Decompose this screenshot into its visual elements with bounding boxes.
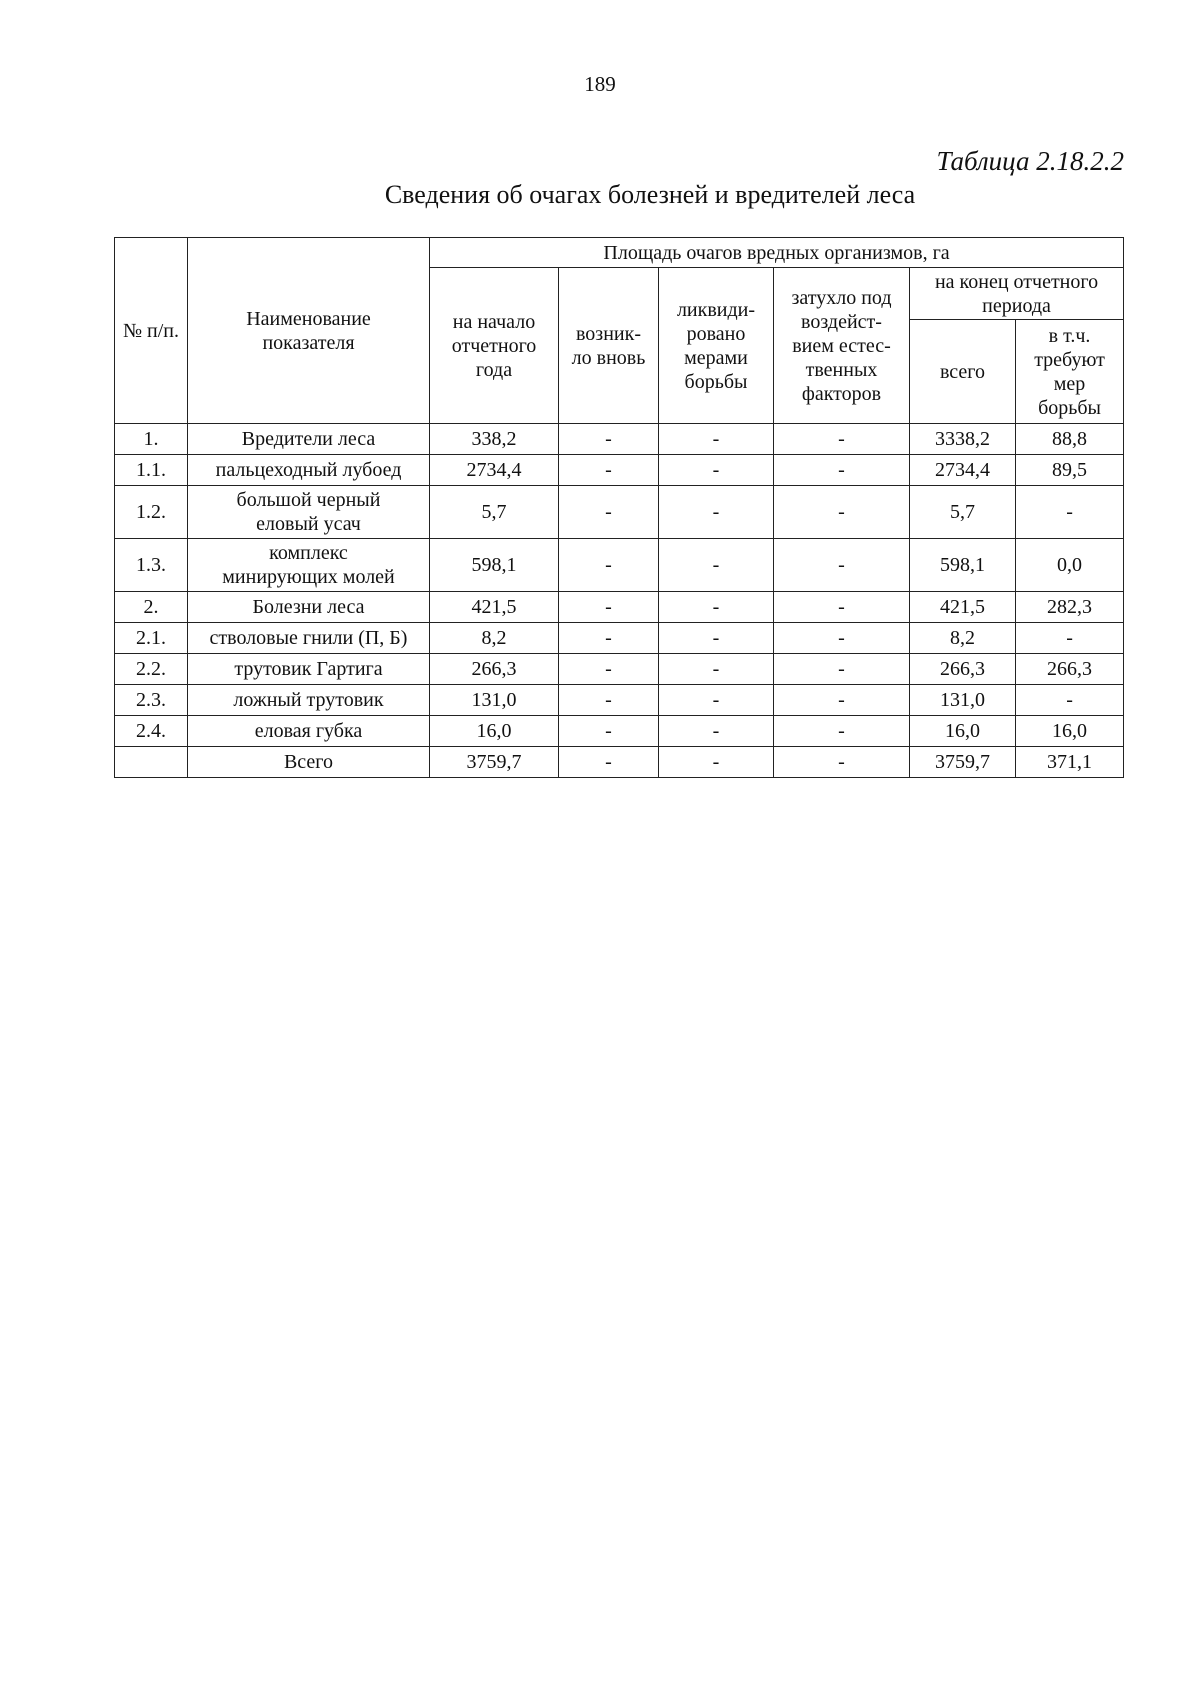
header-line: года — [475, 358, 513, 381]
table-row — [115, 539, 1124, 592]
cell-total: 16,0 — [910, 716, 1016, 747]
cell-name: трутовик Гартига — [188, 654, 430, 685]
header-line: ло вновь — [571, 346, 646, 369]
cell-new: - — [559, 685, 659, 716]
cell-num: 2. — [115, 592, 188, 623]
cell-name: ложный трутовик — [188, 685, 430, 716]
table-row — [115, 623, 1124, 654]
header-liquidated — [659, 268, 774, 424]
cell-name: пальцеходный лубоед — [188, 455, 430, 486]
cell-req: 0,0 — [1016, 539, 1124, 592]
cell-total: 8,2 — [910, 623, 1016, 654]
header-line: на конец отчетного — [934, 270, 1099, 293]
cell-num: 2.1. — [115, 623, 188, 654]
header-line: отчетного — [451, 334, 537, 357]
cell-liq: - — [659, 716, 774, 747]
page-number: 189 — [584, 72, 616, 96]
cell-name: Вредители леса — [188, 424, 430, 455]
cell-num: 2.2. — [115, 654, 188, 685]
cell-liq: - — [659, 592, 774, 623]
header-num: № п/п. — [115, 238, 188, 424]
cell-nat: - — [774, 716, 910, 747]
header-line: возник- — [576, 322, 641, 345]
header-line: борьбы — [684, 370, 748, 393]
data-table — [114, 237, 1124, 778]
table-row — [115, 486, 1124, 539]
cell-total: 5,7 — [910, 486, 1016, 539]
cell-nat: - — [774, 486, 910, 539]
cell-new: - — [559, 592, 659, 623]
cell-start: 2734,4 — [430, 455, 559, 486]
cell-liq: - — [659, 654, 774, 685]
table-row — [115, 592, 1124, 623]
cell-total: 3759,7 — [910, 747, 1016, 778]
cell-name: Болезни леса — [188, 592, 430, 623]
header-line: мерами — [684, 346, 748, 369]
header-line: твенных — [805, 358, 878, 381]
table-title: Сведения об очагах болезней и вредителей леса — [384, 180, 916, 209]
table-caption: Таблица 2.18.2.2 — [936, 146, 1124, 176]
cell-name: Всего — [188, 747, 430, 778]
header-line: вием естес- — [792, 334, 891, 357]
cell-total: 3338,2 — [910, 424, 1016, 455]
cell-name: большой черный еловый усач — [188, 486, 430, 539]
cell-nat: - — [774, 623, 910, 654]
cell-nat: - — [774, 424, 910, 455]
cell-total: 2734,4 — [910, 455, 1016, 486]
cell-req: - — [1016, 685, 1124, 716]
cell-name: еловая губка — [188, 716, 430, 747]
cell-liq: - — [659, 747, 774, 778]
header-line: факторов — [801, 382, 882, 405]
cell-total: 266,3 — [910, 654, 1016, 685]
cell-req: 16,0 — [1016, 716, 1124, 747]
cell-start: 598,1 — [430, 539, 559, 592]
header-name: Наименование показателя — [188, 238, 430, 424]
cell-new: - — [559, 623, 659, 654]
table-row — [115, 455, 1124, 486]
cell-req: - — [1016, 486, 1124, 539]
header-line: в т.ч. — [1048, 324, 1091, 347]
header-area: Площадь очагов вредных организмов, га — [430, 238, 1124, 268]
cell-req: 266,3 — [1016, 654, 1124, 685]
cell-new: - — [559, 455, 659, 486]
cell-nat: - — [774, 654, 910, 685]
cell-start: 421,5 — [430, 592, 559, 623]
cell-liq: - — [659, 424, 774, 455]
cell-name: комплекс минирующих молей — [188, 539, 430, 592]
cell-req: 89,5 — [1016, 455, 1124, 486]
cell-name: стволовые гнили (П, Б) — [188, 623, 430, 654]
header-line: воздейст- — [801, 310, 882, 333]
cell-num: 1. — [115, 424, 188, 455]
table-row — [115, 424, 1124, 455]
cell-start: 16,0 — [430, 716, 559, 747]
header-line: затухло под — [791, 286, 892, 309]
cell-req: 282,3 — [1016, 592, 1124, 623]
header-line: периода — [982, 294, 1051, 317]
header-natural — [774, 268, 910, 424]
header-line: борьбы — [1038, 396, 1101, 419]
table-row — [115, 716, 1124, 747]
cell-new: - — [559, 716, 659, 747]
cell-liq: - — [659, 623, 774, 654]
cell-start: 3759,7 — [430, 747, 559, 778]
header-line: требуют — [1034, 348, 1105, 371]
cell-new: - — [559, 486, 659, 539]
cell-nat: - — [774, 747, 910, 778]
cell-nat: - — [774, 455, 910, 486]
cell-num: 1.2. — [115, 486, 188, 539]
cell-new: - — [559, 424, 659, 455]
header-line: мер — [1053, 372, 1086, 395]
cell-nat: - — [774, 685, 910, 716]
cell-nat: - — [774, 539, 910, 592]
cell-start: 8,2 — [430, 623, 559, 654]
cell-new: - — [559, 539, 659, 592]
cell-total: 598,1 — [910, 539, 1016, 592]
header-start — [430, 268, 559, 424]
cell-start: 338,2 — [430, 424, 559, 455]
cell-total: 421,5 — [910, 592, 1016, 623]
cell-num: 2.3. — [115, 685, 188, 716]
cell-new: - — [559, 747, 659, 778]
cell-num: 2.4. — [115, 716, 188, 747]
cell-total: 131,0 — [910, 685, 1016, 716]
cell-nat: - — [774, 592, 910, 623]
table-row — [115, 747, 1124, 778]
header-new — [559, 268, 659, 424]
cell-num: 1.3. — [115, 539, 188, 592]
header-total: всего — [910, 320, 1016, 424]
header-end-period — [910, 268, 1124, 320]
table-body — [115, 424, 1124, 778]
cell-req: 371,1 — [1016, 747, 1124, 778]
header-line: на начало — [452, 310, 536, 333]
header-require — [1016, 320, 1124, 424]
cell-req: 88,8 — [1016, 424, 1124, 455]
table-row — [115, 654, 1124, 685]
cell-liq: - — [659, 486, 774, 539]
cell-start: 5,7 — [430, 486, 559, 539]
cell-liq: - — [659, 685, 774, 716]
cell-req: - — [1016, 623, 1124, 654]
cell-new: - — [559, 654, 659, 685]
cell-liq: - — [659, 455, 774, 486]
cell-num — [115, 747, 188, 778]
cell-start: 266,3 — [430, 654, 559, 685]
cell-num: 1.1. — [115, 455, 188, 486]
cell-liq: - — [659, 539, 774, 592]
table-row — [115, 685, 1124, 716]
cell-start: 131,0 — [430, 685, 559, 716]
header-line: ровано — [686, 322, 746, 345]
header-line: ликвиди- — [676, 298, 756, 321]
